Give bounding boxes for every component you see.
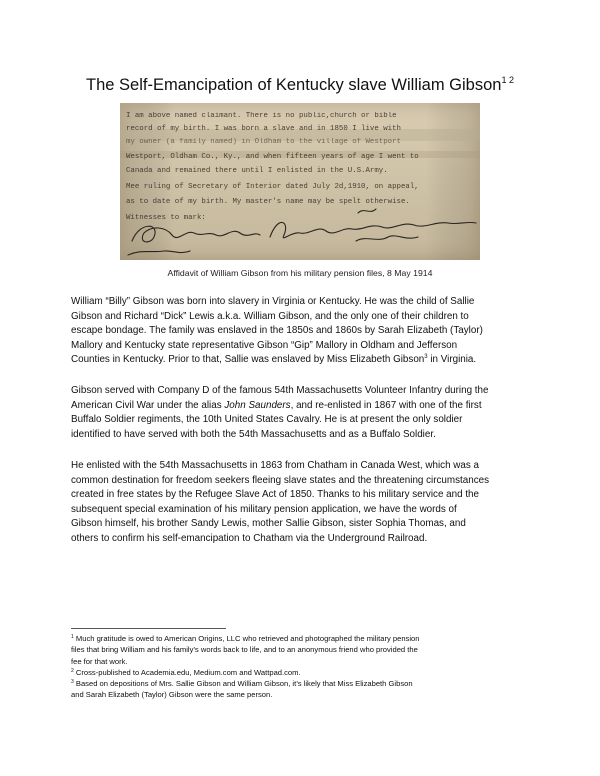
text-run: American Civil War under the alias [71, 399, 225, 411]
text-line: He enlisted with the 54th Massachusetts in 1863 from Chatham in Canada West, which was a [71, 460, 479, 471]
paragraph-1 [71, 295, 533, 368]
footnote-1-cont: files that bring William and his family’s words back to life, and to an anonymous friend who provided the [71, 645, 418, 655]
text-line: William “Billy” Gibson was born into slavery in Virginia or Kentucky. He was the child of Sallie [71, 296, 475, 307]
image-caption: Affidavit of William Gibson from his military pension files, 8 May 1914 [167, 268, 433, 278]
typed-line-2: record of my birth. I was born a slave and in 1850 I live with [126, 125, 401, 133]
footnotes [71, 633, 533, 701]
footnote-1-cont: fee for that work. [71, 656, 128, 666]
text-line: identified to have served with both the 54th Massachusetts and as a Buffalo Soldier. [71, 428, 436, 440]
affidavit-photo [120, 103, 480, 260]
text-line [71, 353, 533, 368]
text-line: Gibson himself, his brother Sandy Lewis, mother Sallie Gibson, sister Sophia Thomas, and [71, 518, 466, 530]
text-line: escape bondage. The family was enslaved in the 1850s and 1860s by Sarah Elizabeth (Taylor) [71, 325, 483, 337]
text-line: others to confirm his self-emancipation to Chatham via the Underground Railroad. [71, 532, 428, 544]
footnote-number: 2 [71, 667, 74, 674]
affidavit-image [120, 103, 480, 260]
text-line: Gibson and Richard “Dick” Lewis a.k.a. William Gibson, and the only one of their children to [71, 310, 469, 322]
footnote-3-cont: and Sarah Elizabeth (Taylor) Gibson were the same person. [71, 690, 273, 700]
text-run: Counties in Kentucky. Prior to that, Sallie was enslaved by Miss Elizabeth Gibson [71, 354, 425, 366]
text-line: created in free states by the Refugee Slave Act of 1850. Thanks to his military service and the [71, 489, 480, 501]
typed-line-4: Westport, Oldham Co., Ky., and when fifteen years of age I went to [126, 153, 419, 161]
paragraph-2 [71, 384, 533, 442]
text-line: Buffalo Soldier regiments, the 10th United States Cavalry. He is at present the only soldier [71, 414, 463, 426]
text-line: Gibson served with Company D of the famous 54th Massachusetts Volunteer Infantry during the [71, 385, 489, 396]
text-line: Mallory and Kentucky state representative Gibson “Gip” Mallory in Oldham and Jefferson [71, 339, 458, 351]
text-run: , and re-enlisted in 1867 with one of the first [290, 399, 482, 411]
title-text: The Self-Emancipation of Kentucky slave William Gibson [86, 76, 502, 94]
footnote-divider [71, 628, 226, 629]
text-line [71, 399, 533, 414]
footnote-1 [71, 633, 533, 644]
footnote-text: Based on depositions of Mrs. Sallie Gibson and William Gibson, it’s likely that Miss Elizabeth Gibson [73, 679, 413, 689]
typed-line-3: my owner (a family named) in Oldham to the village of Westport [126, 138, 401, 146]
footnote-text: Much gratitude is owed to American Origins, LLC who retrieved and photographed the military pension [73, 634, 420, 643]
footnote-2 [71, 667, 533, 678]
text-run: in Virginia. [427, 354, 477, 366]
footnote-3 [71, 678, 533, 689]
footnote-number: 1 [71, 634, 74, 640]
typed-line-8: Witnesses to mark: [126, 214, 206, 222]
page-title [40, 70, 560, 95]
paragraph-3 [71, 459, 533, 547]
typed-line-1: I am above named claimant. There is no public,church or bible [126, 112, 397, 120]
typed-line-6: Mee ruling of Secretary of Interior dated July 2d,1910, on appeal, [126, 183, 419, 191]
alias-name: John Saunders [224, 399, 291, 411]
footnote-ref-3: 3 [424, 354, 428, 361]
footnote-number: 3 [71, 679, 74, 686]
title-footnote-refs: 1 2 [501, 75, 514, 85]
text-line: subsequent special examination of his military pension application, we have the words of [71, 503, 457, 515]
text-line: common destination for freedom seekers fleeing slave states and the threatening circumstances [71, 474, 490, 486]
footnote-text: Cross-published to Academia.edu, Medium.com and Wattpad.com. [73, 667, 301, 677]
typed-line-5: Canada and remained there until I enlisted in the U.S.Army. [126, 167, 388, 175]
typed-line-7: as to date of my birth. My master's name may be spelt otherwise. [126, 198, 410, 206]
